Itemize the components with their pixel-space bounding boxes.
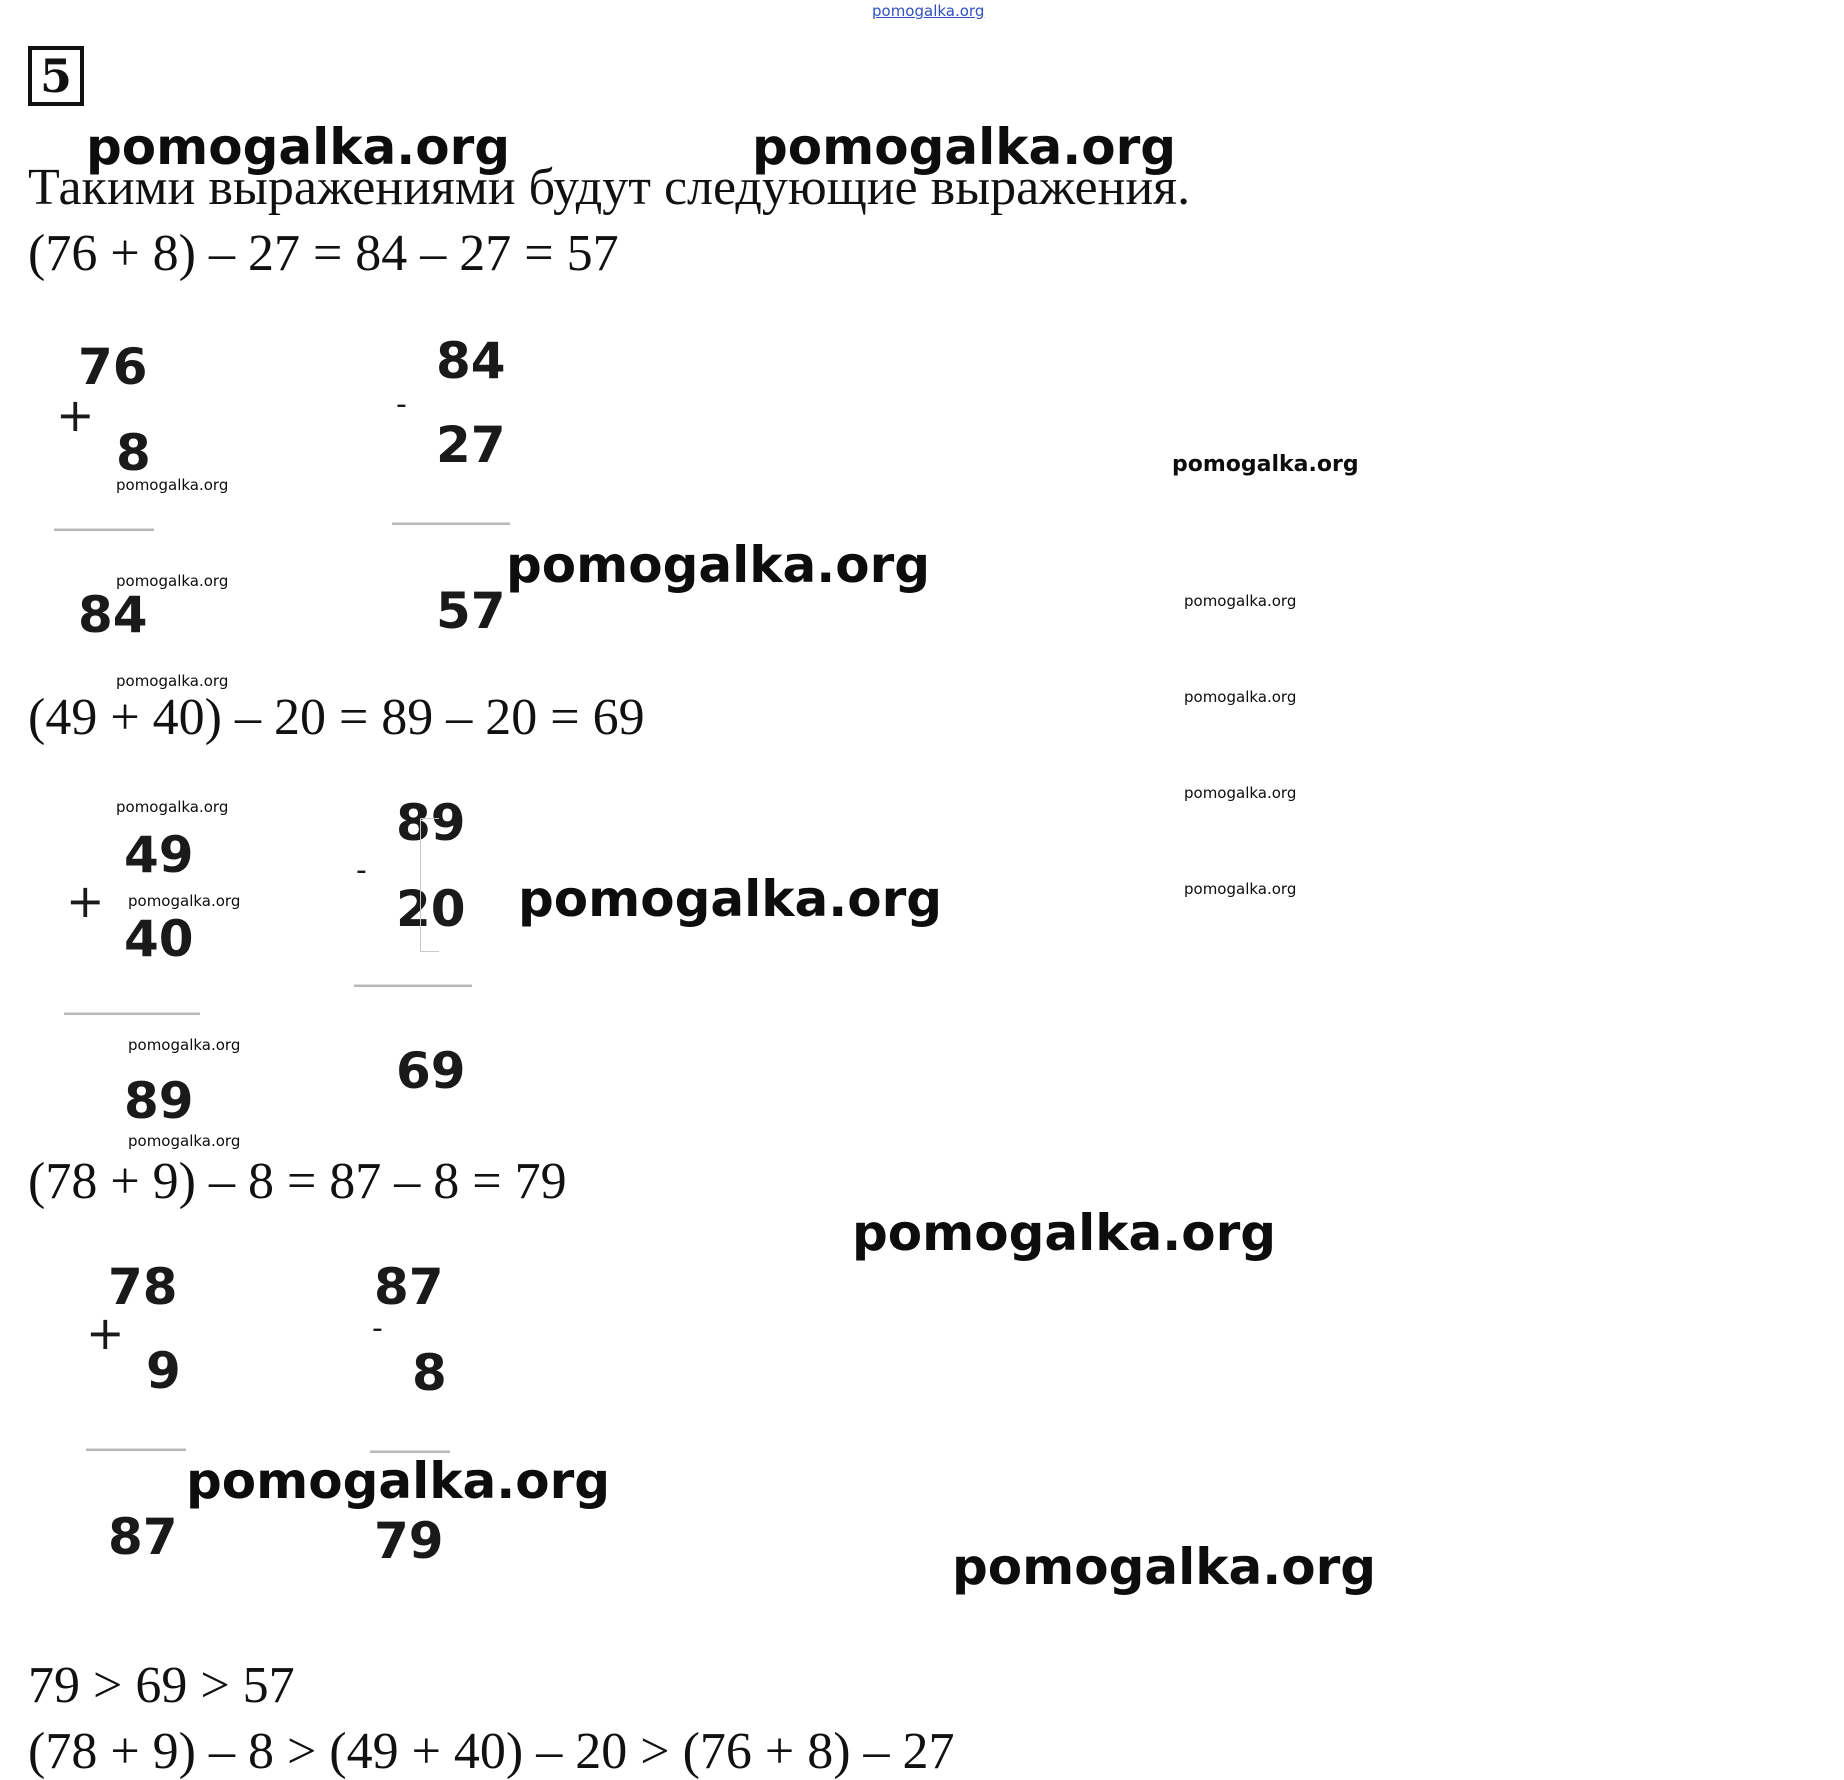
task-number-box: 5 (28, 46, 84, 106)
watermark-small: pomogalka.org (1184, 784, 1297, 802)
col-2-sub-top: 89 (396, 794, 466, 852)
watermark-medium: pomogalka.org (1172, 452, 1359, 477)
watermark-small: pomogalka.org (128, 1036, 241, 1054)
col-1-add-sign: + (56, 388, 95, 442)
conclusion-line-2: (78 + 9) – 8 > (49 + 40) – 20 > (76 + 8) – 27 (28, 1723, 955, 1780)
watermark-small: pomogalka.org (116, 672, 229, 690)
col-2-add-result: 89 (124, 1072, 194, 1130)
col-1-add-result: 84 (78, 586, 148, 644)
col-2-add-top: 49 (124, 826, 194, 884)
col-3-sub-result: 79 (374, 1512, 444, 1570)
col-2-sub-rule (354, 984, 472, 987)
watermark-large: pomogalka.org (506, 536, 931, 594)
col-1-sub-bottom: 27 (436, 416, 506, 474)
col-3-add-bottom: 9 (146, 1342, 181, 1400)
watermark-small: pomogalka.org (116, 572, 229, 590)
col-2-add-rule (64, 1012, 200, 1015)
expression-1: (76 + 8) – 27 = 84 – 27 = 57 (28, 225, 619, 282)
col-1-add-rule (54, 528, 154, 531)
watermark-small: pomogalka.org (1184, 592, 1297, 610)
site-link[interactable]: pomogalka.org (872, 2, 985, 20)
col-3-sub-top: 87 (374, 1258, 444, 1316)
col-3-sub-sign: - (372, 1311, 383, 1346)
col-1-add-bottom: 8 (116, 424, 151, 482)
col-2-sub-bottom: 20 (396, 880, 466, 938)
col-1-sub-sign: - (396, 387, 407, 422)
watermark-large: pomogalka.org (752, 118, 1177, 176)
col-2-add-sign: + (66, 874, 105, 928)
col-2-sub-sign: - (356, 853, 367, 888)
conclusion-line-1: 79 > 69 > 57 (28, 1657, 295, 1714)
watermark-small: pomogalka.org (128, 892, 241, 910)
col-2-add-bottom: 40 (124, 910, 194, 968)
watermark-large: pomogalka.org (86, 118, 511, 176)
col-3-add-rule (86, 1448, 186, 1451)
watermark-small: pomogalka.org (128, 1132, 241, 1150)
watermark-small: pomogalka.org (116, 476, 229, 494)
col-1-add-top: 76 (78, 338, 148, 396)
expression-2: (49 + 40) – 20 = 89 – 20 = 69 (28, 689, 645, 746)
watermark-small: pomogalka.org (116, 798, 229, 816)
col-3-add-sign: + (86, 1306, 125, 1360)
watermark-large: pomogalka.org (186, 1452, 611, 1510)
expression-3: (78 + 9) – 8 = 87 – 8 = 79 (28, 1153, 567, 1210)
col-3-add-top: 78 (108, 1258, 178, 1316)
col-1-sub-top: 84 (436, 332, 506, 390)
col-2-sub-result: 69 (396, 1042, 466, 1100)
cursor-frame-decoration (420, 818, 439, 952)
col-1-sub-rule (392, 522, 510, 525)
col-1-sub-result: 57 (436, 582, 506, 640)
watermark-large: pomogalka.org (518, 870, 943, 928)
watermark-small: pomogalka.org (1184, 688, 1297, 706)
watermark-large: pomogalka.org (952, 1538, 1377, 1596)
intro-text: Такими выражениями будут следующие выражения. (28, 159, 1191, 216)
col-3-sub-bottom: 8 (412, 1344, 447, 1402)
watermark-large: pomogalka.org (852, 1204, 1277, 1262)
col-3-add-result: 87 (108, 1508, 178, 1566)
watermark-small: pomogalka.org (1184, 880, 1297, 898)
